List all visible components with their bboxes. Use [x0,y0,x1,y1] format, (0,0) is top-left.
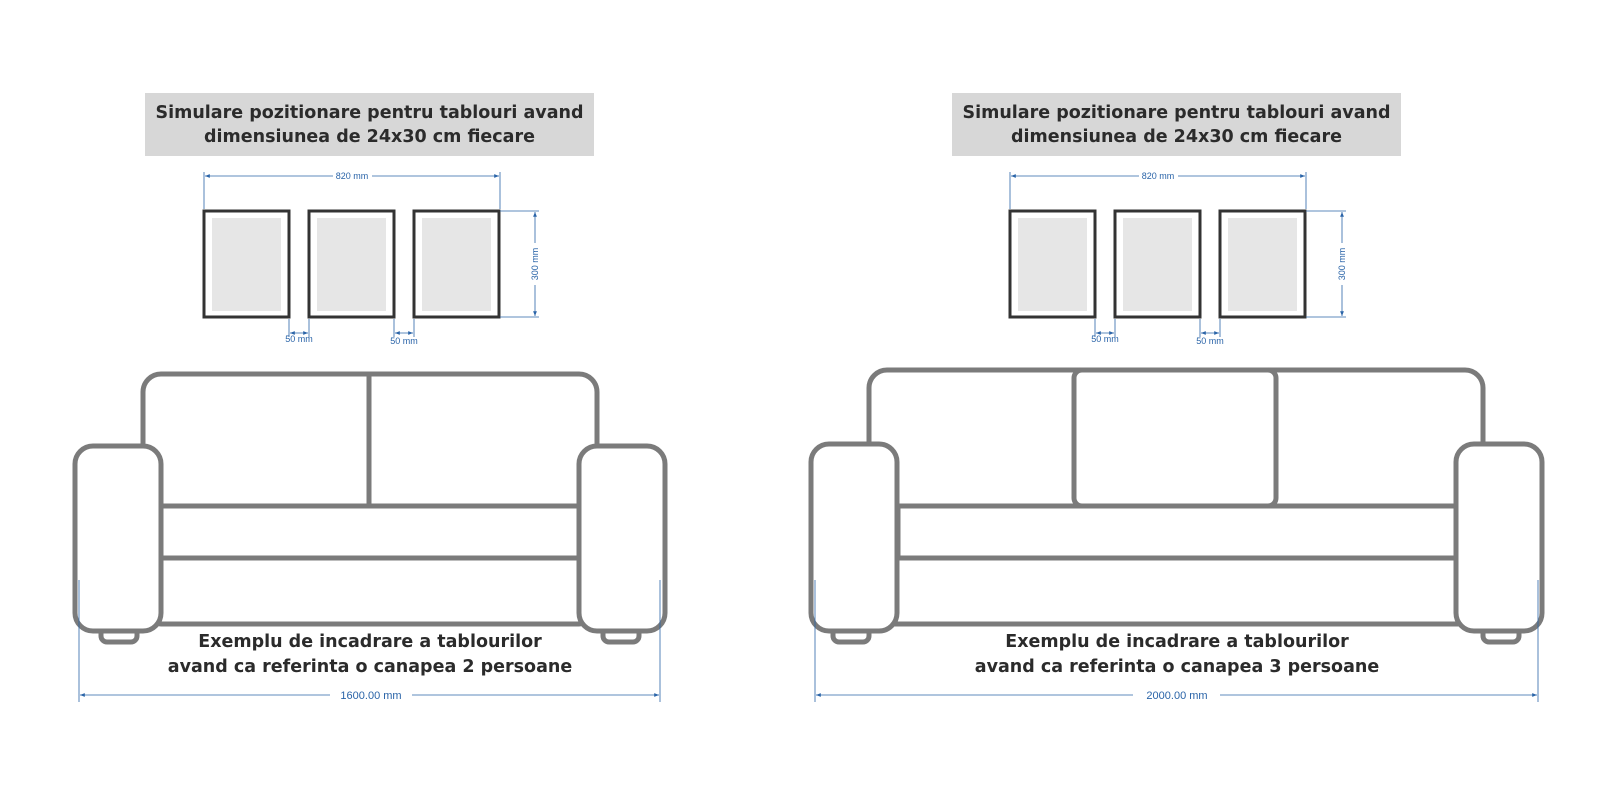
left-caption-line2: avand ca referinta o canapea 2 persoane [167,657,573,677]
right-caption [877,630,1477,680]
right-sofa-arm-right [1456,444,1542,631]
right-sofa-middle-cushion [1074,370,1276,506]
left-title-line2: dimensiunea de 24x30 cm fiecare [204,126,535,147]
right-caption-line2: avand ca referinta o canapea 3 persoane [974,657,1380,677]
right-sofa [811,370,1542,642]
left-sofa-dim-label: 1600.00 mm [340,690,402,702]
left-sofa-arm-right [579,446,665,631]
left-frame-2 [309,211,394,317]
right-frames [1010,211,1305,317]
right-caption-line1: Exemplu de incadrare a tablourilor [1005,632,1349,652]
right-sofa-dim-label: 2000.00 mm [1146,690,1208,702]
left-frame-3 [414,211,499,317]
right-height-label: 300 mm [1337,247,1347,281]
left-caption-line1: Exemplu de incadrare a tablourilor [198,632,542,652]
right-gap2-label: 50 mm [1196,336,1224,346]
left-sofa-arm-left [75,446,161,631]
right-frame-1 [1010,211,1095,317]
right-title-line2: dimensiunea de 24x30 cm fiecare [1011,126,1342,147]
left-gap2-label: 50 mm [390,336,418,346]
right-sofa-arm-left [811,444,897,631]
left-title-line1: Simulare pozitionare pentru tablouri avand [155,102,584,123]
right-frame-3 [1220,211,1305,317]
left-gap1-label: 50 mm [285,334,313,344]
left-caption [70,630,670,680]
left-sofa [75,374,665,642]
right-width-label: 820 mm [1141,171,1175,181]
right-title-line1: Simulare pozitionare pentru tablouri avand [962,102,1391,123]
left-frames [204,211,499,317]
right-gap1-label: 50 mm [1091,334,1119,344]
left-frame-1 [204,211,289,317]
left-height-label: 300 mm [530,247,540,281]
left-width-label: 820 mm [335,171,369,181]
right-frame-2 [1115,211,1200,317]
